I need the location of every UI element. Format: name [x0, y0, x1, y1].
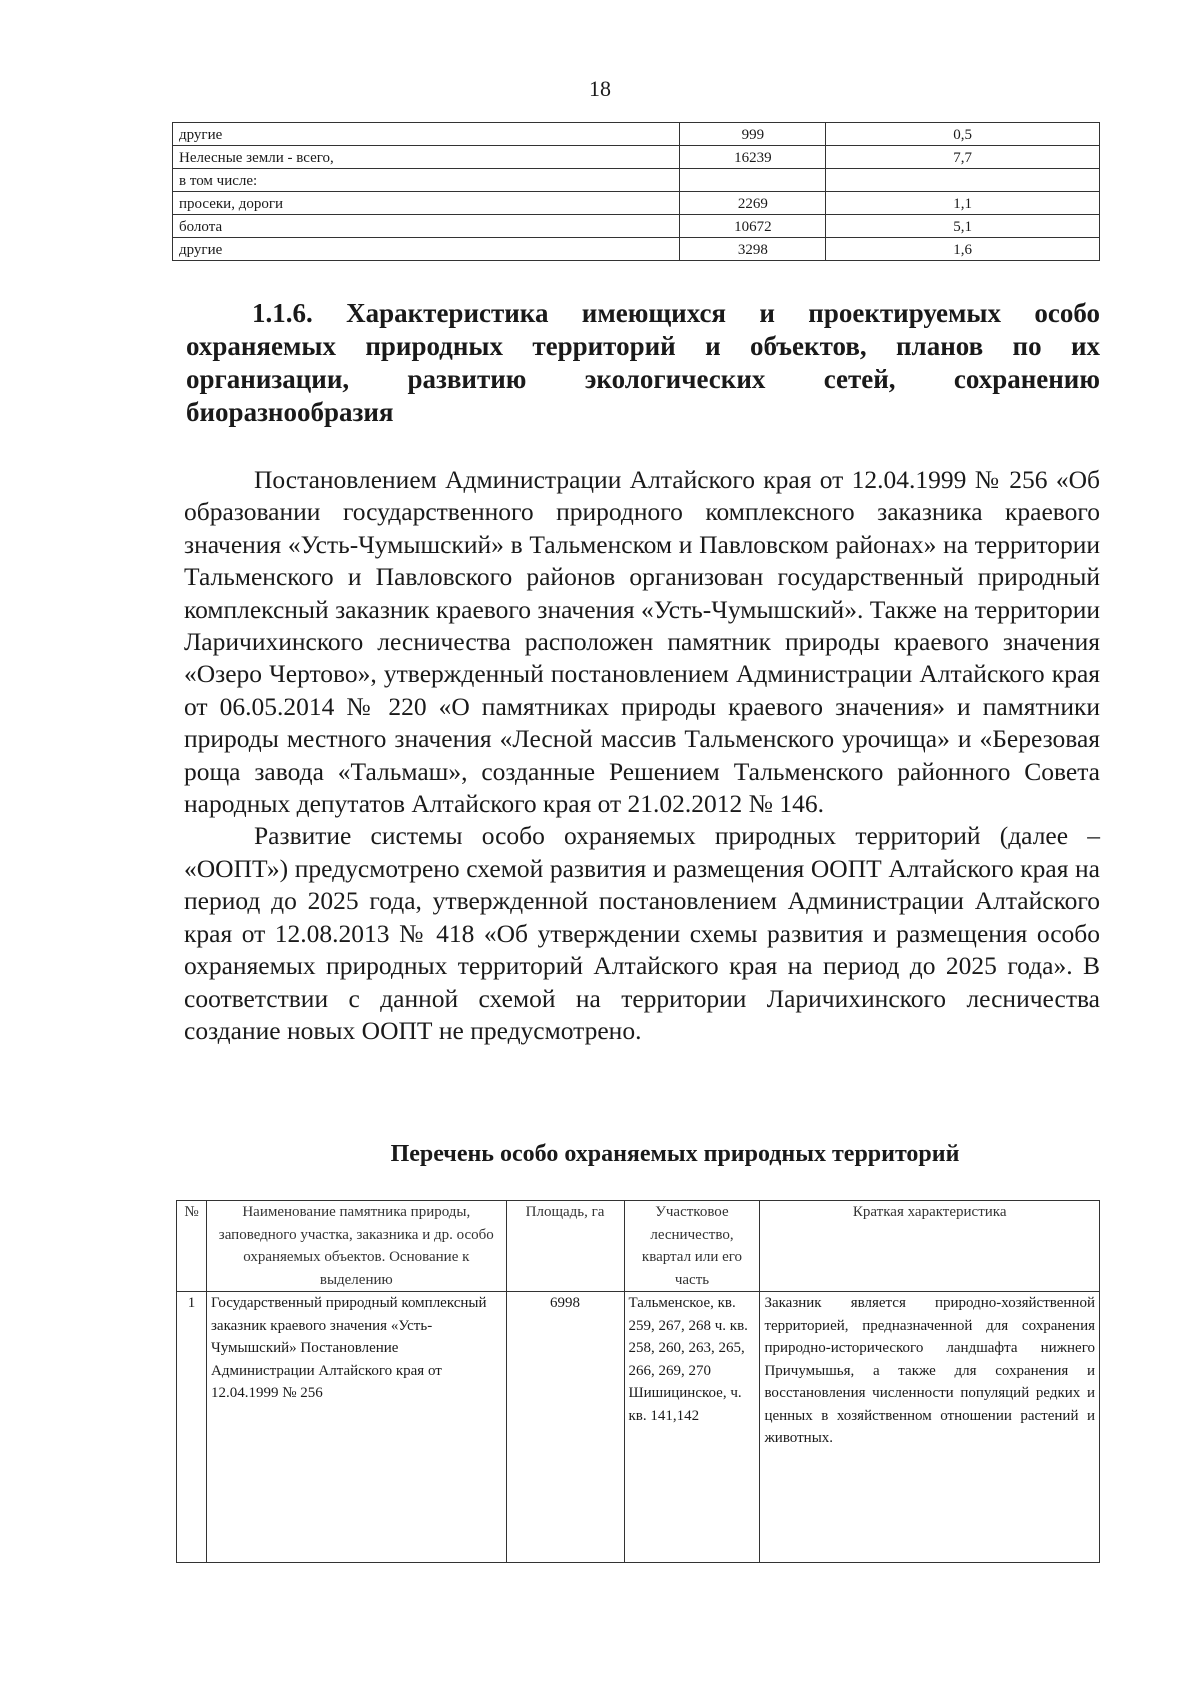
cell-area: 6998 — [506, 1292, 624, 1563]
oopt-table — [176, 1200, 1100, 1563]
cell-label: болота — [173, 215, 680, 238]
header-name: Наименование памятника природы, заповедного участка, заказника и др. особо охраняемых объектов. Основание к выделению — [206, 1201, 506, 1292]
paragraph: Развитие системы особо охраняемых природных территорий (далее – «ООПТ») предусмотрено схемой развития и размещения ООПТ Алтайского края на период до 2025 года, утвержденной постановлением Администрации Алтайского края от 12.08.2013 № 418 «Об утверждении схемы развития и размещения особо охраняемых природных территорий Алтайского края на период до 2025 года». В соответствии с данной схемой на территории Ларичихинского лесничества создание новых ООПТ не предусмотрено. — [184, 821, 1100, 1045]
cell-percent — [826, 169, 1100, 192]
land-category-table — [172, 122, 1100, 261]
body-text — [184, 464, 1100, 1047]
cell-area: 3298 — [680, 238, 826, 261]
cell-description: Заказник является природно-хозяйственной территорией, предназначенной для сохранения природно-исторического ландшафта нижнего Причумышья, а также для сохранения и восстановления численности популяций редких и ценных в хозяйственном отношении растений и животных. — [760, 1292, 1100, 1563]
cell-label: другие — [173, 123, 680, 146]
table-row — [173, 215, 1100, 238]
table-row — [173, 238, 1100, 261]
table-row — [173, 146, 1100, 169]
header-description: Краткая характеристика — [760, 1201, 1100, 1292]
cell-location: Тальменское, кв. 259, 267, 268 ч. кв. 258, 260, 263, 265, 266, 269, 270 Шишицинское, ч. кв. 141,142 — [624, 1292, 760, 1563]
section-heading — [186, 297, 1100, 429]
table-header-row — [177, 1201, 1100, 1292]
header-num: № — [177, 1201, 207, 1292]
table-row — [173, 169, 1100, 192]
paragraph: Постановлением Администрации Алтайского края от 12.04.1999 № 256 «Об образовании государственного природного комплексного заказника краевого значения «Усть-Чумышский» в Тальменском и Павловском районах» на территории Тальменского и Павловского районов организован государственный природный комплексный заказник краевого значения «Усть-Чумышский». Также на территории Ларичихинского лесничества расположен памятник природы краевого значения «Озеро Чертово», утвержденный постановлением Администрации Алтайского края от 06.05.2014 № 220 «О памятниках природы краевого значения» и памятники природы местного значения «Лесной массив Тальменского урочища» и «Березовая роща завода «Тальмаш», созданные Решением Тальменского районного Совета народных депутатов Алтайского края от 21.02.2012 № 146. — [184, 465, 1100, 819]
cell-name: Государственный природный комплексный заказник краевого значения «Усть-Чумышский» Постановление Администрации Алтайского края от 12.04.1999 № 256 — [206, 1292, 506, 1563]
cell-percent: 1,1 — [826, 192, 1100, 215]
table-row — [173, 123, 1100, 146]
cell-percent: 7,7 — [826, 146, 1100, 169]
header-area: Площадь, га — [506, 1201, 624, 1292]
cell-percent: 1,6 — [826, 238, 1100, 261]
cell-label: другие — [173, 238, 680, 261]
table-row — [177, 1292, 1100, 1563]
cell-percent: 5,1 — [826, 215, 1100, 238]
table-row — [173, 192, 1100, 215]
cell-area: 999 — [680, 123, 826, 146]
cell-area: 2269 — [680, 192, 826, 215]
cell-label: в том числе: — [173, 169, 680, 192]
cell-label: просеки, дороги — [173, 192, 680, 215]
cell-label: Нелесные земли - всего, — [173, 146, 680, 169]
section-title: Характеристика имеющихся и проектируемых особо охраняемых природных территорий и объектов, планов по их организации, развитию экологических сетей, сохранению биоразнообразия — [186, 298, 1100, 427]
list-title: Перечень особо охраняемых природных территорий — [390, 1141, 960, 1167]
cell-area: 16239 — [680, 146, 826, 169]
cell-area: 10672 — [680, 215, 826, 238]
cell-percent: 0,5 — [826, 123, 1100, 146]
page-number: 18 — [589, 76, 611, 101]
header-location: Участковое лесничество, квартал или его часть — [624, 1201, 760, 1292]
cell-num: 1 — [177, 1292, 207, 1563]
section-number: 1.1.6. — [252, 298, 313, 328]
cell-area — [680, 169, 826, 192]
